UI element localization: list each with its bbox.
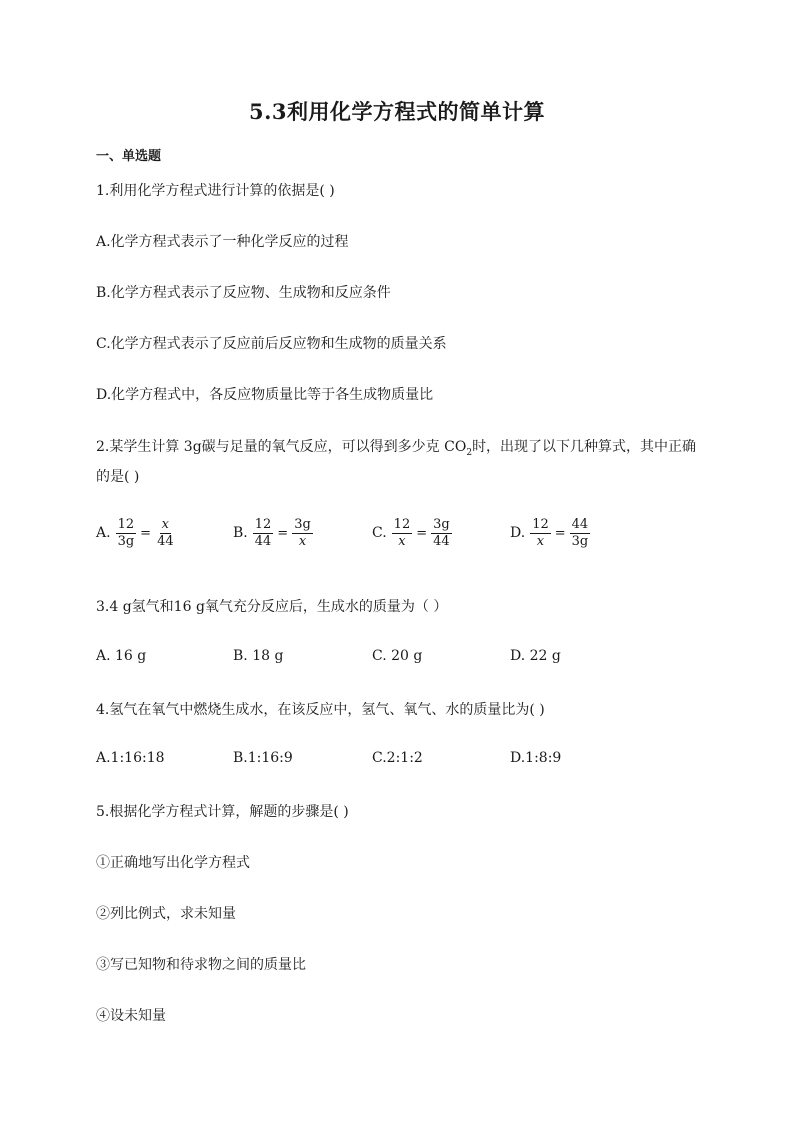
- fraction-denominator: 3g: [117, 533, 135, 549]
- question-2-option-a: [96, 518, 178, 548]
- fraction-denominator: 44: [433, 533, 450, 549]
- question-3-option-b: B. 18 g: [233, 648, 284, 664]
- fraction: [116, 518, 137, 548]
- option-label: B.: [233, 525, 248, 542]
- fraction-numerator: 3g: [294, 517, 311, 532]
- fraction-numerator: 44: [571, 517, 589, 532]
- fraction: [392, 518, 413, 548]
- fraction: [292, 518, 313, 548]
- question-2-stem-line2: 的是( ): [96, 469, 140, 485]
- fraction-numerator: 12: [393, 517, 411, 532]
- question-1-option-d: D.化学方程式中，各反应物质量比等于各生成物质量比: [96, 387, 434, 403]
- equals-sign: =: [277, 525, 289, 541]
- fraction: [253, 518, 274, 548]
- fraction-denominator: 44: [254, 533, 272, 549]
- option-label: A.: [96, 525, 111, 542]
- question-3-option-d: D. 22 g: [510, 648, 561, 664]
- question-3-option-a: A. 16 g: [96, 648, 147, 664]
- question-1-option-a: A.化学方程式表示了一种化学反应的过程: [96, 234, 349, 250]
- fraction-numerator: 12: [532, 517, 549, 532]
- question-2-option-c: [372, 518, 454, 548]
- question-4-option-a: A.1:16:18: [96, 750, 165, 766]
- question-3-stem: 3.4 g氢气和16 g氧气充分反应后，生成水的质量为（ ）: [96, 599, 448, 615]
- fraction-denominator: 44: [157, 533, 174, 549]
- equals-sign: =: [554, 525, 566, 541]
- question-2-options: [96, 518, 696, 548]
- question-4-stem: 4.氢气在氧气中燃烧生成水，在该反应中，氢气、氧气、水的质量比为( ): [96, 702, 545, 718]
- question-4-option-d: D.1:8:9: [510, 750, 562, 766]
- question-2-stem-subscript: 2: [466, 447, 473, 458]
- question-3-options: [96, 648, 696, 678]
- fraction-numerator: 3g: [433, 517, 450, 532]
- page-title: 5.3利用化学方程式的简单计算: [248, 99, 546, 124]
- question-5-step-2: ②列比例式，求未知量: [96, 906, 236, 922]
- question-2-stem: [96, 436, 696, 458]
- question-1-option-b: B.化学方程式表示了反应物、生成物和反应条件: [96, 285, 391, 301]
- question-2-stem-post: 时，出现了以下几种算式，其中正确: [472, 439, 697, 455]
- question-1-stem: 1.利用化学方程式进行计算的依据是( ): [96, 183, 335, 199]
- question-2-option-b: [233, 518, 315, 548]
- fraction: [530, 518, 551, 548]
- option-label: C.: [372, 525, 387, 542]
- question-5-step-3: ③写已知物和待求物之间的质量比: [96, 957, 306, 973]
- question-4-options: [96, 750, 696, 780]
- question-2-option-d: [510, 518, 592, 548]
- fraction: [155, 518, 176, 548]
- question-5-step-1: ①正确地写出化学方程式: [96, 855, 250, 871]
- question-3-option-c: C. 20 g: [372, 648, 423, 664]
- fraction-denominator: x: [398, 533, 406, 549]
- equals-sign: =: [140, 525, 152, 541]
- question-1-option-c: C.化学方程式表示了反应前后反应物和生成物的质量关系: [96, 336, 447, 352]
- fraction-numerator: 12: [117, 517, 135, 532]
- fraction: [570, 518, 591, 548]
- question-5-step-4: ④设未知量: [96, 1008, 166, 1024]
- fraction-numerator: x: [161, 517, 169, 532]
- equals-sign: =: [416, 525, 428, 541]
- option-label: D.: [510, 525, 526, 542]
- section-heading: 一、单选题: [96, 149, 162, 164]
- question-4-option-c: C.2:1:2: [372, 750, 423, 766]
- fraction-denominator: 3g: [571, 533, 589, 549]
- fraction: [431, 518, 452, 548]
- question-2-stem-pre: 2.某学生计算 3g碳与足量的氧气反应，可以得到多少克 CO: [96, 439, 467, 455]
- fraction-numerator: 12: [254, 517, 272, 532]
- fraction-denominator: x: [536, 533, 545, 549]
- question-4-option-b: B.1:16:9: [233, 750, 293, 766]
- question-5-stem: 5.根据化学方程式计算，解题的步骤是( ): [96, 804, 349, 820]
- fraction-denominator: x: [298, 533, 307, 549]
